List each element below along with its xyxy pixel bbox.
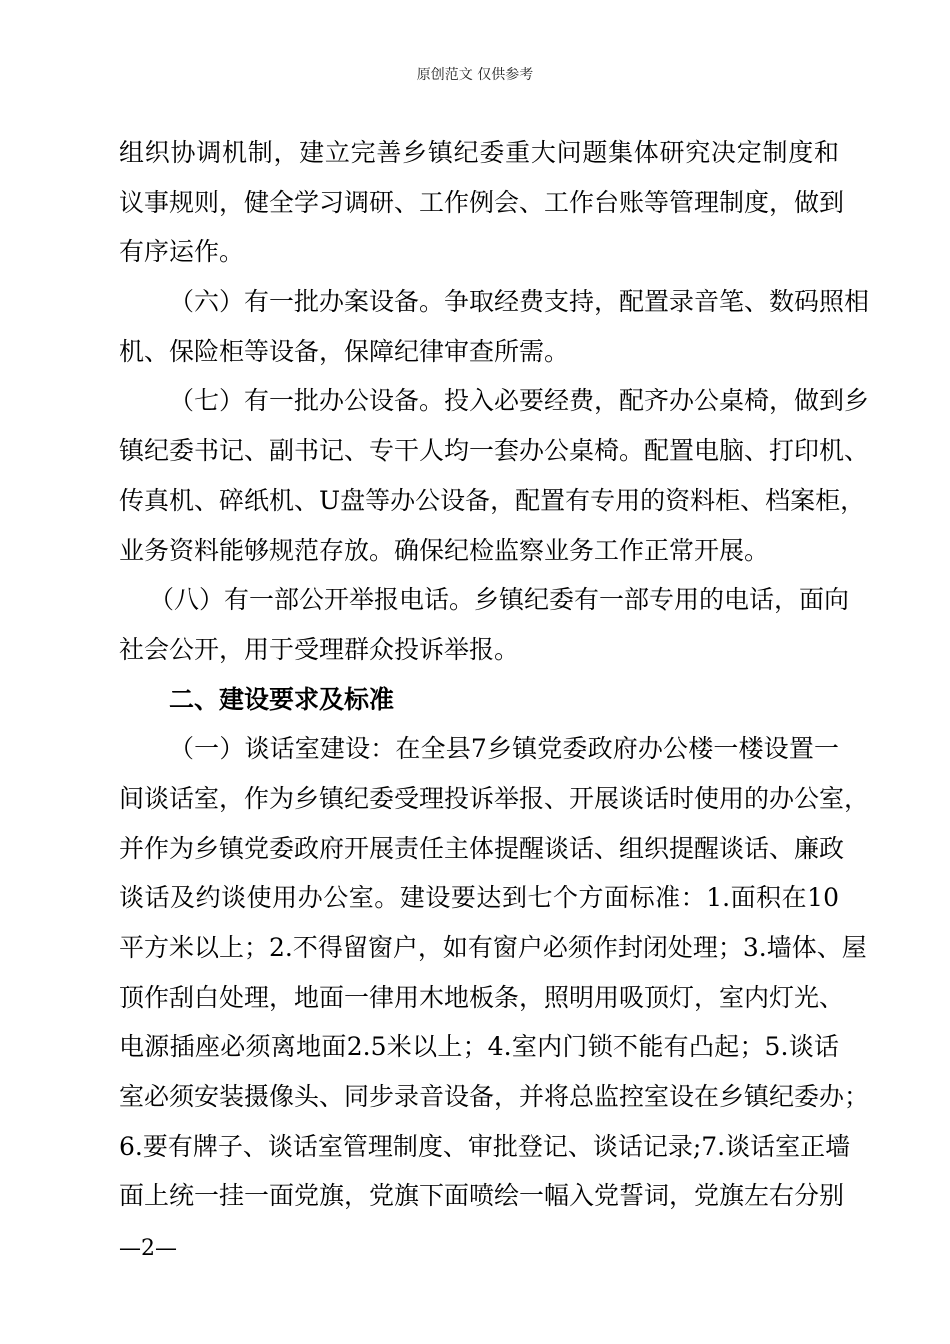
text-line: 6.要有牌子、谈话室管理制度、审批登记、谈话记录;7.谈话室正墙	[119, 1131, 851, 1161]
text-line: 镇纪委书记、副书记、专干人均一套办公桌椅。配置电脑、打印机、	[119, 436, 870, 466]
text-line: 谈话及约谈使用办公室。建设要达到七个方面标准：1.面积在10	[119, 883, 839, 913]
text-line: 组织协调机制，建立完善乡镇纪委重大问题集体研究决定制度和	[119, 138, 839, 167]
text-line: 有序运作。	[119, 237, 245, 267]
text-line: 社会公开，用于受理群众投诉举报。	[119, 634, 520, 664]
text-line: （七）有一批办公设备。投入必要经费，配齐办公桌椅，做到乡	[169, 386, 870, 416]
text-line: 面上统一挂一面党旗，党旗下面喷绘一幅入党誓词，党旗左右分别	[119, 1181, 845, 1211]
text-line: 业务资料能够规范存放。确保纪检监察业务工作正常开展。	[119, 535, 770, 565]
section-heading: 二、建设要求及标准	[169, 684, 395, 714]
text-line: 议事规则，健全学习调研、工作例会、工作台账等管理制度，做到	[119, 187, 845, 217]
text-line: 电源插座必须离地面2.5米以上；4.室内门锁不能有凸起；5.谈话	[119, 1032, 839, 1062]
text-line: 并作为乡镇党委政府开展责任主体提醒谈话、组织提醒谈话、廉政	[119, 833, 845, 863]
document-body	[119, 128, 870, 1221]
text-line: （六）有一批办案设备。争取经费支持，配置录音笔、数码照相	[169, 287, 870, 317]
text-line: 平方米以上；2.不得留窗户，如有窗户必须作封闭处理；3.墙体、屋	[119, 933, 867, 962]
text-line: 传真机、碎纸机、U盘等办公设备，配置有专用的资料柜、档案柜，	[119, 485, 866, 515]
text-line: 室必须安装摄像头、同步录音设备，并将总监控室设在乡镇纪委办；	[119, 1082, 870, 1112]
text-line: 顶作刮白处理，地面一律用木地板条，照明用吸顶灯，室内灯光、	[119, 982, 845, 1012]
text-line: 机、保险柜等设备，保障纪律审查所需。	[119, 336, 570, 366]
text-line: （一）谈话室建设：在全县7乡镇党委政府办公楼一楼设置一	[169, 734, 839, 764]
text-line: （八）有一部公开举报电话。乡镇纪委有一部专用的电话，面向	[149, 585, 850, 615]
page-header: 原创范文 仅供参考	[416, 67, 534, 83]
text-line: 间谈话室，作为乡镇纪委受理投诉举报、开展谈话时使用的办公室，	[119, 783, 870, 813]
page-number: —2—	[119, 1236, 177, 1261]
